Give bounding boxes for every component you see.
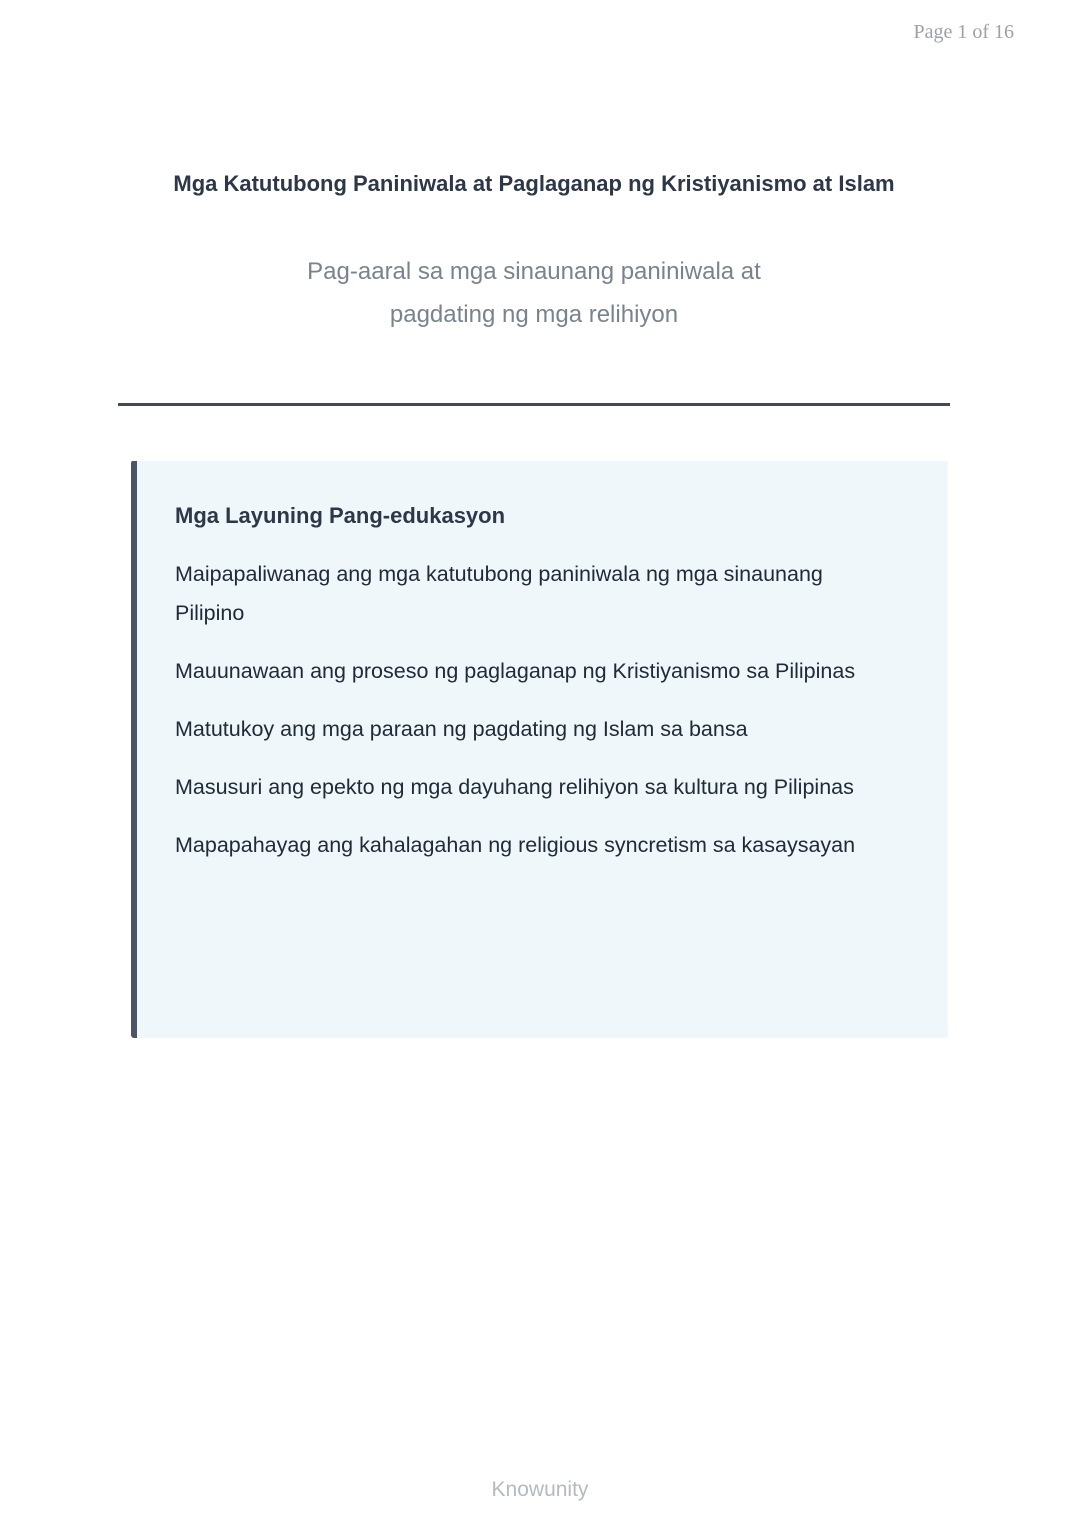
- objective-item: Masusuri ang epekto ng mga dayuhang relihiyon sa kultura ng Pilipinas: [175, 775, 854, 799]
- objectives-callout-box: [131, 461, 948, 1038]
- subtitle-line-1: Pag-aaral sa mga sinaunang paniniwala at: [307, 258, 761, 285]
- subtitle-line-2: pagdating ng mga relihiyon: [389, 301, 679, 328]
- objective-item: Mauunawaan ang proseso ng paglaganap ng Kristiyanismo sa Pilipinas: [175, 659, 856, 683]
- footer-brand: Knowunity: [491, 1478, 589, 1501]
- objective-item: Matutukoy ang mga paraan ng pagdating ng Islam sa bansa: [175, 717, 748, 741]
- page-indicator: Page 1 of 16: [913, 21, 1014, 43]
- objective-item: Maipapaliwanag ang mga katutubong paniniwala ng mga sinaunang Pilipino: [175, 562, 823, 625]
- document-title: Mga Katutubong Paniniwala at Paglaganap ng Kristiyanismo at Islam: [173, 171, 895, 196]
- document-subtitle: [118, 250, 950, 336]
- horizontal-divider: [118, 403, 950, 406]
- objectives-heading: Mga Layuning Pang-edukasyon: [175, 503, 506, 528]
- objective-item: Mapapahayag ang kahalagahan ng religious syncretism sa kasaysayan: [175, 833, 856, 857]
